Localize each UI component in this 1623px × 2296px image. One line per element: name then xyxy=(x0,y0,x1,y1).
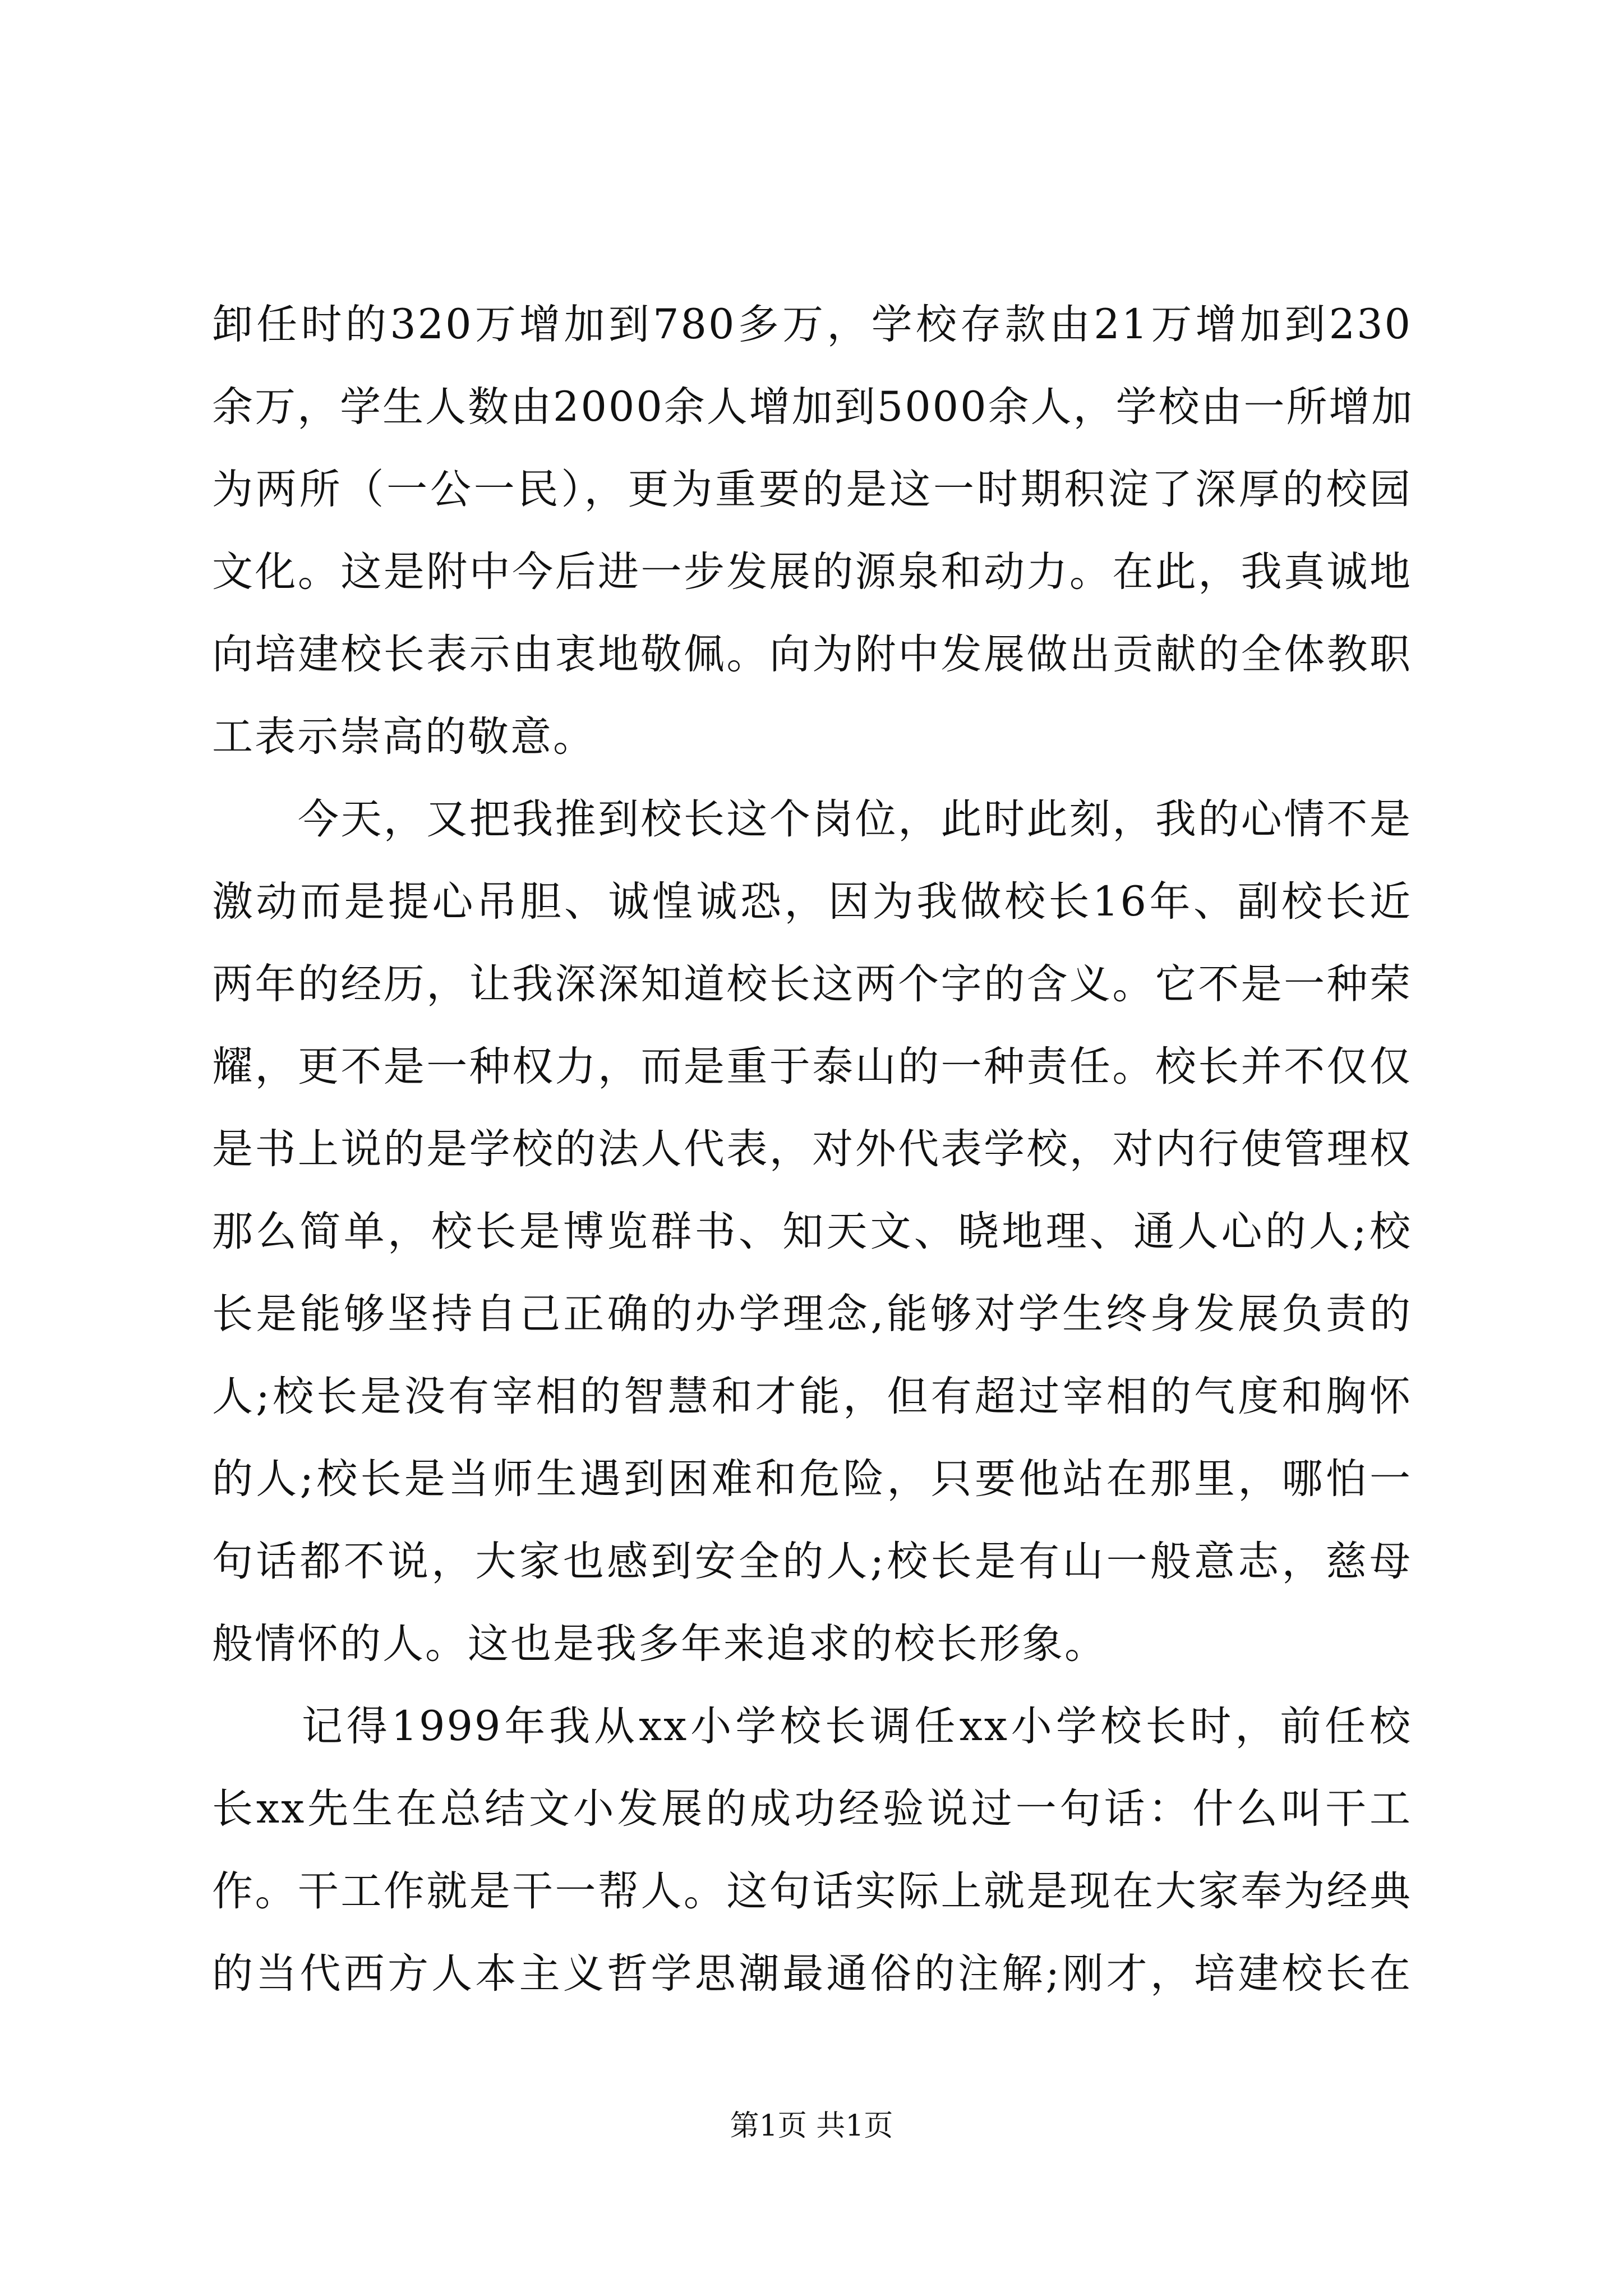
text-line: 文化。这是附中今后进一步发展的源泉和动力。在此，我真诚地 xyxy=(212,548,1412,596)
text-line: 余万，学生人数由2000余人增加到5000余人，学校由一所增加 xyxy=(212,383,1414,431)
text-line: 作。干工作就是干一帮人。这句话实际上就是现在大家奉为经典 xyxy=(212,1867,1412,1915)
text-line: 两年的经历，让我深深知道校长这两个字的含义。它不是一种荣 xyxy=(212,960,1412,1008)
text-line: 长xx先生在总结文小发展的成功经验说过一句话：什么叫干工 xyxy=(212,1785,1412,1833)
text-line: 那么简单，校长是博览群书、知天文、晓地理、通人心的人;校 xyxy=(212,1208,1412,1255)
text-line: 耀，更不是一种权力，而是重于泰山的一种责任。校长并不仅仅 xyxy=(212,1043,1412,1091)
text-line: 人;校长是没有宰相的智慧和才能，但有超过宰相的气度和胸怀 xyxy=(212,1373,1412,1420)
page-number: 第1页 共1页 xyxy=(730,2109,893,2143)
text-line: 句话都不说，大家也感到安全的人;校长是有山一般意志，慈母 xyxy=(212,1538,1412,1585)
text-line: 的人;校长是当师生遇到困难和危险，只要他站在那里，哪怕一 xyxy=(212,1455,1412,1503)
text-line: 今天，又把我推到校长这个岗位，此时此刻，我的心情不是 xyxy=(212,795,1412,843)
text-line: 向培建校长表示由衷地敬佩。向为附中发展做出贡献的全体教职 xyxy=(212,631,1412,678)
text-line: 工表示崇高的敬意。 xyxy=(212,713,596,761)
text-line: 卸任时的320万增加到780多万，学校存款由21万增加到230 xyxy=(212,301,1412,348)
text-line: 的当代西方人本主义哲学思潮最通俗的注解;刚才，培建校长在 xyxy=(212,1950,1412,1998)
text-line: 为两所（一公一民），更为重要的是这一时期积淀了深厚的校园 xyxy=(212,466,1412,513)
text-line: 记得1999年我从xx小学校长调任xx小学校长时，前任校 xyxy=(212,1703,1412,1750)
text-line: 般情怀的人。这也是我多年来追求的校长形象。 xyxy=(212,1620,1107,1668)
text-line: 是书上说的是学校的法人代表，对外代表学校，对内行使管理权 xyxy=(212,1125,1412,1173)
body-text xyxy=(212,283,1412,2015)
text-line: 长是能够坚持自己正确的办学理念,能够对学生终身发展负责的 xyxy=(212,1290,1412,1338)
text-line: 激动而是提心吊胆、诚惶诚恐，因为我做校长16年、副校长近 xyxy=(212,878,1412,926)
page-footer xyxy=(0,2106,1623,2146)
